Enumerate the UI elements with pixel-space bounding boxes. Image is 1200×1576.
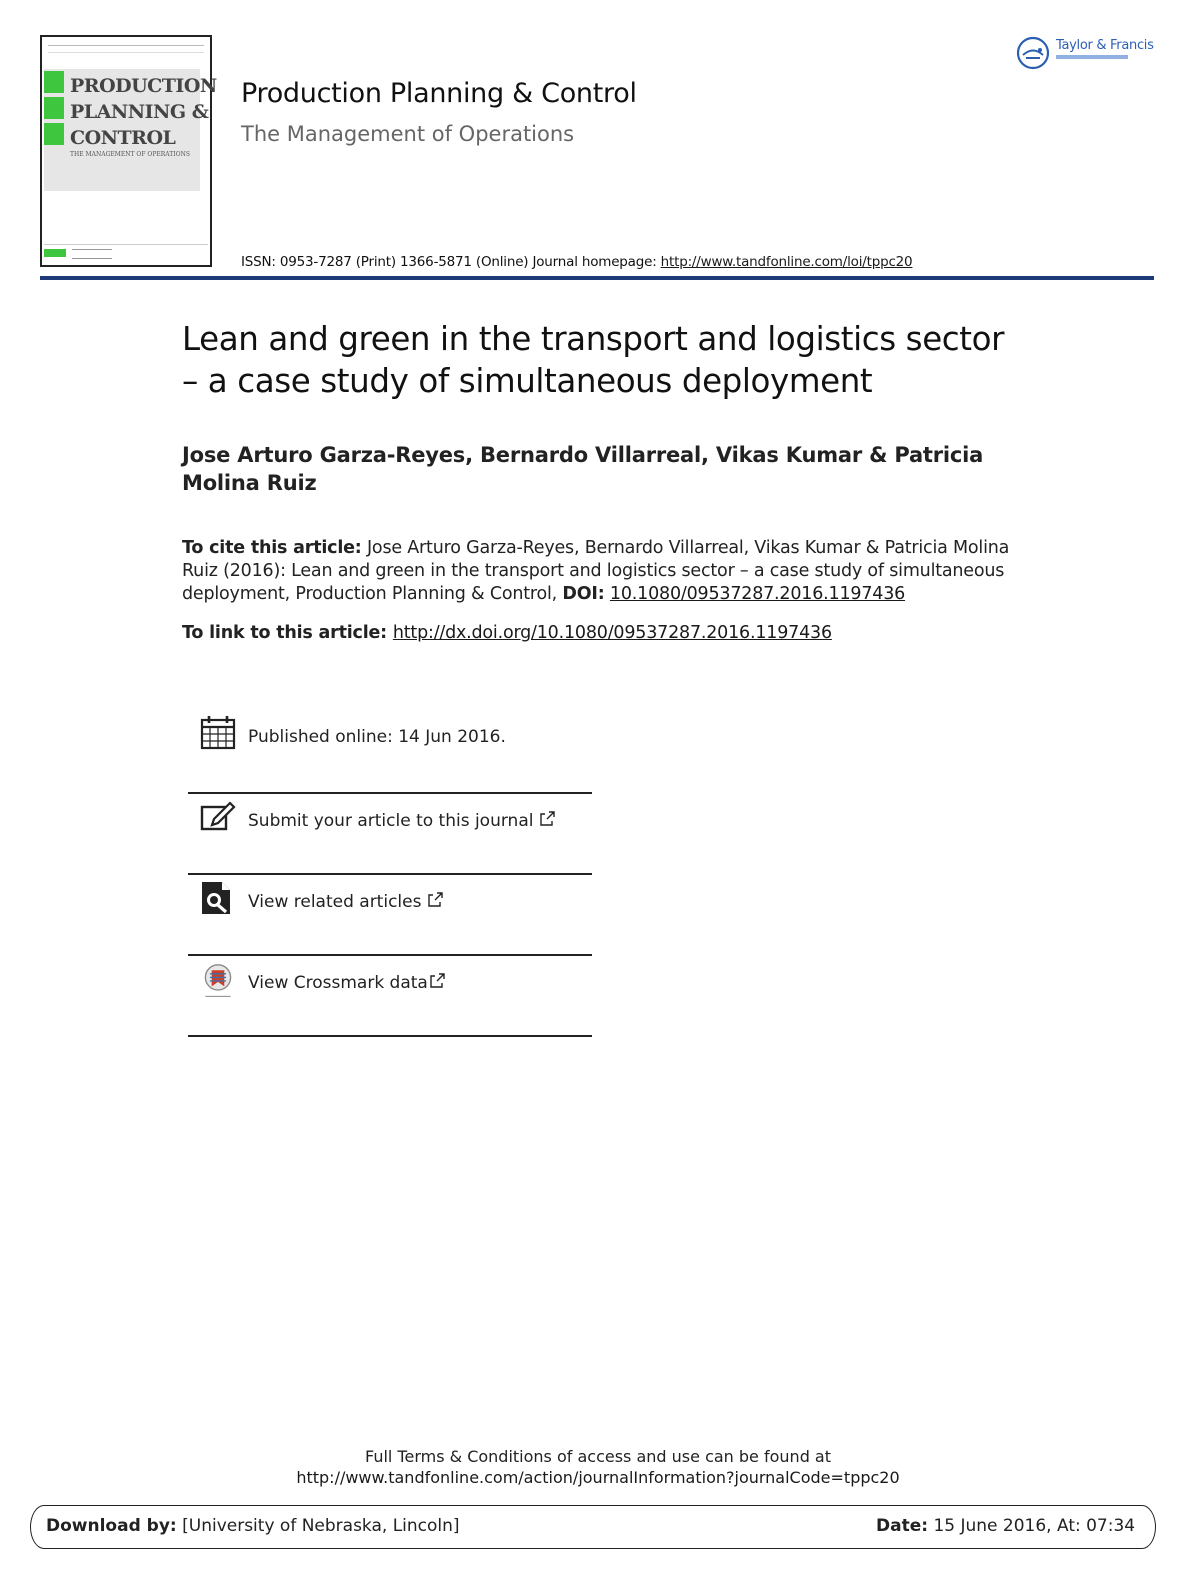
download-date bbox=[876, 1516, 1135, 1536]
publisher-logo[interactable] bbox=[1016, 36, 1156, 68]
date-value: 15 June 2016, At: 07:34 bbox=[928, 1516, 1136, 1536]
cover-title bbox=[70, 73, 217, 151]
article-url-link[interactable]: http://dx.doi.org/10.1080/09537287.2016.1197436 bbox=[392, 623, 832, 643]
article-authors: Jose Arturo Garza-Reyes, Bernardo Villarreal, Vikas Kumar & Patricia Molina Ruiz bbox=[182, 443, 984, 495]
doi-label: DOI: bbox=[562, 584, 605, 604]
cover-green-bar bbox=[44, 123, 64, 145]
download-institution: [University of Nebraska, Lincoln] bbox=[176, 1516, 460, 1536]
article-link-line bbox=[182, 622, 1022, 645]
cover-title-line: CONTROL bbox=[70, 127, 176, 149]
crossmark-link[interactable] bbox=[248, 973, 445, 993]
row-divider bbox=[188, 873, 592, 875]
calendar-icon bbox=[200, 714, 236, 750]
issn-line bbox=[241, 254, 912, 270]
submit-article-row[interactable] bbox=[188, 795, 592, 875]
citation-block bbox=[182, 537, 1022, 606]
journal-title: Production Planning & Control bbox=[241, 78, 637, 109]
cite-text: Jose Arturo Garza-Reyes, Bernardo Villarreal, Vikas Kumar & Patricia Molina Ruiz (2016): Lean and green in the transport and logistics sector – a case study of simultaneous deployment, Production Planning & Control, bbox=[182, 538, 1010, 604]
article-title: Lean and green in the transport and logistics sector – a case study of simultaneous deployment bbox=[182, 320, 1005, 400]
terms-notice bbox=[0, 1446, 1196, 1488]
edit-icon bbox=[200, 799, 236, 835]
external-link-icon bbox=[429, 973, 445, 989]
row-divider bbox=[188, 954, 592, 956]
date-label: Date: bbox=[876, 1516, 929, 1536]
terms-url-link[interactable]: http://www.tandfonline.com/action/journalInformation?journalCode=tppc20 bbox=[296, 1468, 900, 1487]
download-by bbox=[46, 1516, 460, 1536]
cover-header-lines bbox=[48, 45, 204, 53]
related-articles-link[interactable] bbox=[248, 892, 443, 912]
row-divider bbox=[188, 792, 592, 794]
external-link-icon bbox=[427, 892, 443, 908]
doi-link[interactable]: 10.1080/09537287.2016.1197436 bbox=[609, 584, 906, 604]
cite-label: To cite this article: bbox=[182, 538, 362, 558]
publisher-tagline-bar bbox=[1056, 55, 1128, 59]
publisher-name: Taylor & Francis bbox=[1056, 38, 1154, 53]
header-divider bbox=[40, 276, 1154, 280]
submit-article-link[interactable] bbox=[248, 811, 555, 831]
journal-cover-image bbox=[40, 35, 217, 267]
published-row bbox=[188, 714, 592, 794]
issn-text: ISSN: 0953-7287 (Print) 1366-5871 (Online) Journal homepage: bbox=[241, 254, 661, 270]
cover-footer-publisher-mark bbox=[72, 249, 112, 259]
external-link-icon bbox=[539, 811, 555, 827]
related-articles-label: View related articles bbox=[248, 892, 422, 912]
published-date-text: Published online: 14 Jun 2016. bbox=[248, 727, 506, 747]
related-articles-row[interactable] bbox=[188, 876, 592, 956]
cover-title-line: PLANNING & bbox=[70, 101, 209, 123]
cover-green-bar bbox=[44, 97, 64, 119]
cover-footer bbox=[44, 244, 208, 263]
submit-article-label: Submit your article to this journal bbox=[248, 811, 534, 831]
journal-subtitle: The Management of Operations bbox=[241, 122, 575, 146]
download-label: Download by: bbox=[46, 1516, 177, 1536]
cover-green-bar bbox=[44, 71, 64, 93]
row-divider bbox=[188, 1035, 592, 1037]
crossmark-icon bbox=[200, 963, 236, 999]
terms-line: Full Terms & Conditions of access and use can be found at bbox=[364, 1447, 832, 1466]
document-search-icon bbox=[200, 880, 236, 916]
link-label: To link to this article: bbox=[182, 623, 393, 643]
cover-footer-green bbox=[44, 249, 66, 257]
cover-title-line: PRODUCTION bbox=[70, 75, 217, 97]
crossmark-row[interactable] bbox=[188, 957, 592, 1037]
journal-homepage-link[interactable]: http://www.tandfonline.com/loi/tppc20 bbox=[660, 254, 913, 270]
cover-subtitle: THE MANAGEMENT OF OPERATIONS bbox=[70, 151, 190, 158]
crossmark-label: View Crossmark data bbox=[248, 973, 428, 993]
publisher-lamp-icon bbox=[1016, 36, 1050, 70]
